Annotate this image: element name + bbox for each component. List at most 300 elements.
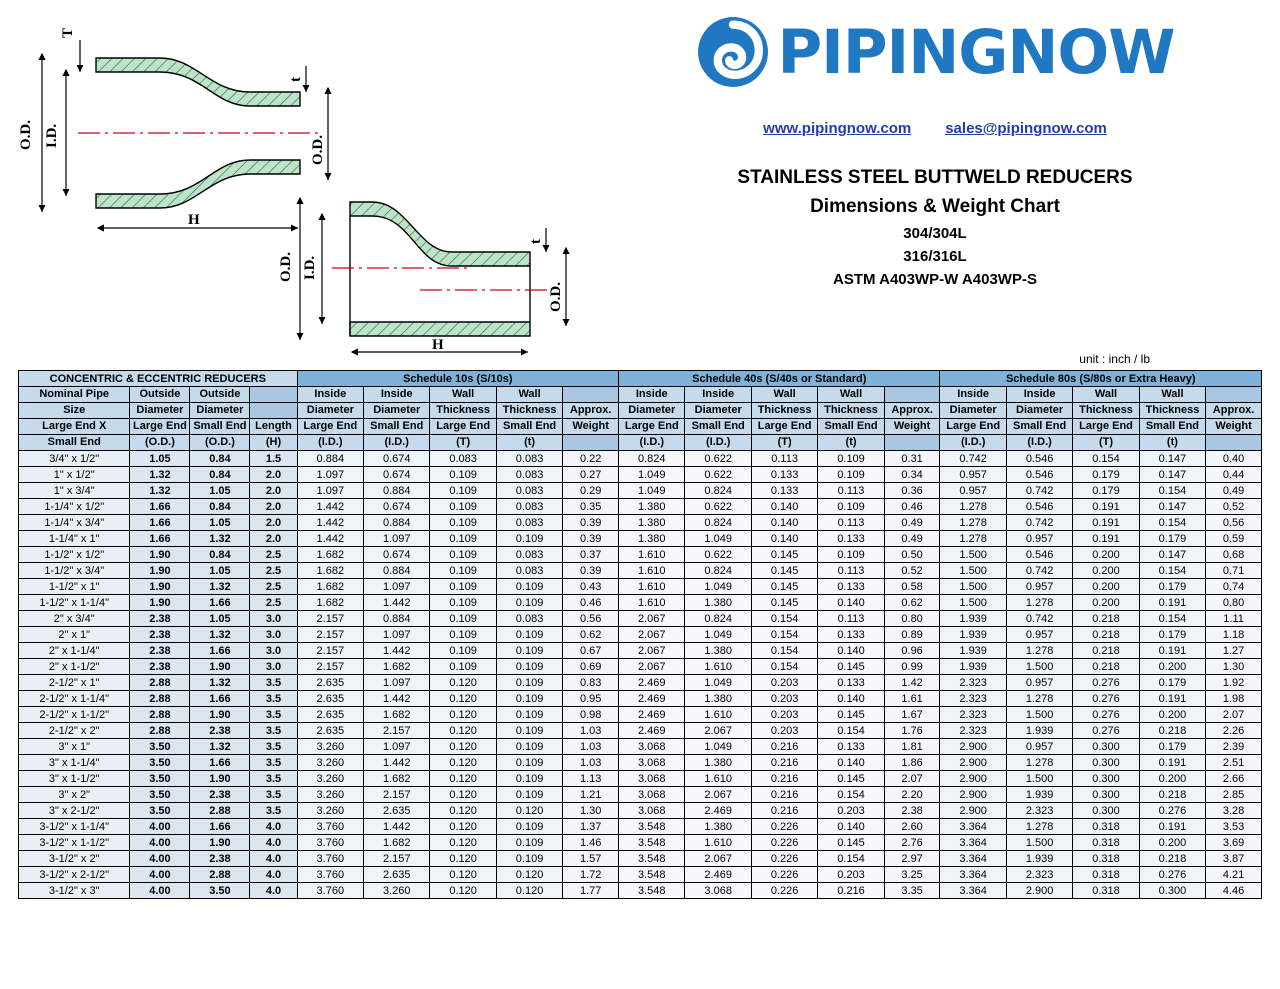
table-cell: 0.674 <box>364 499 430 515</box>
table-cell: 0.203 <box>751 707 817 723</box>
table-cell: 0.546 <box>1006 547 1072 563</box>
label-t: t <box>288 77 304 82</box>
table-cell: 0.154 <box>818 787 884 803</box>
table-cell: 3.5 <box>250 803 297 819</box>
col-header-cell: Large End <box>619 419 685 435</box>
table-cell: 0.957 <box>1006 531 1072 547</box>
table-cell: 0.120 <box>430 707 496 723</box>
table-cell: 2.157 <box>364 851 430 867</box>
table-cell: 0.218 <box>1073 643 1139 659</box>
table-cell: 0.300 <box>1073 771 1139 787</box>
table-cell: 1.610 <box>685 835 751 851</box>
table-cell: 1.05 <box>190 515 250 531</box>
row-size-label: 2-1/2" x 1-1/2" <box>19 707 130 723</box>
diagram-svg <box>0 0 600 370</box>
row-size-label: 2-1/2" x 1" <box>19 675 130 691</box>
doc-title: STAINLESS STEEL BUTTWELD REDUCERS <box>737 167 1133 188</box>
table-cell: 3.548 <box>619 835 685 851</box>
table-row <box>19 739 1262 755</box>
col-header-cell: Small End <box>190 419 250 435</box>
table-cell: 2.635 <box>297 707 363 723</box>
table-cell: 0.145 <box>818 771 884 787</box>
table-cell: 1.442 <box>297 531 363 547</box>
row-size-label: 3-1/2" x 1-1/4" <box>19 819 130 835</box>
table-cell: 0.083 <box>496 467 562 483</box>
table-cell: 3.260 <box>297 755 363 771</box>
col-header-cell <box>563 387 619 403</box>
table-row <box>19 851 1262 867</box>
table-cell: 0.44 <box>1206 467 1262 483</box>
table-cell: 2.067 <box>619 627 685 643</box>
col-header-cell: Weight <box>1206 419 1262 435</box>
doc-subtitle: Dimensions & Weight Chart <box>810 196 1060 218</box>
table-cell: 0.884 <box>364 515 430 531</box>
table-cell: 1.682 <box>364 835 430 851</box>
table-cell: 0.957 <box>1006 739 1072 755</box>
table-cell: 0.154 <box>751 659 817 675</box>
unit-note: unit : inch / lb <box>1079 352 1150 366</box>
table-cell: 0.113 <box>818 483 884 499</box>
table-cell: 0.674 <box>364 451 430 467</box>
table-cell: 1.278 <box>940 515 1006 531</box>
table-row <box>19 835 1262 851</box>
table-cell: 1.500 <box>940 547 1006 563</box>
table-cell: 0.133 <box>818 531 884 547</box>
table-cell: 2.157 <box>297 627 363 643</box>
table-cell: 0.957 <box>1006 627 1072 643</box>
table-cell: 0.120 <box>496 883 562 899</box>
table-cell: 1.682 <box>297 595 363 611</box>
table-cell: 3.068 <box>619 771 685 787</box>
table-cell: 0.34 <box>884 467 940 483</box>
table-cell: 0.98 <box>563 707 619 723</box>
table-cell: 0.200 <box>1139 835 1205 851</box>
pipingnow-logo-icon <box>695 14 771 90</box>
table-cell: 0.622 <box>685 451 751 467</box>
table-cell: 0.957 <box>1006 579 1072 595</box>
col-header-cell: Large End <box>297 419 363 435</box>
table-cell: 1.90 <box>130 547 190 563</box>
table-cell: 2.51 <box>1206 755 1262 771</box>
table-cell: 0.179 <box>1139 675 1205 691</box>
col-header-cell: Length <box>250 419 297 435</box>
table-cell: 0.140 <box>818 643 884 659</box>
table-cell: 0.200 <box>1073 563 1139 579</box>
col-header-cell: Diameter <box>364 403 430 419</box>
table-cell: 2.469 <box>619 691 685 707</box>
col-header-cell: Small End <box>1006 419 1072 435</box>
table-cell: 1.097 <box>364 739 430 755</box>
table-cell: 0.154 <box>751 611 817 627</box>
table-cell: 1.81 <box>884 739 940 755</box>
table-cell: 1.32 <box>190 675 250 691</box>
table-cell: 1.32 <box>130 483 190 499</box>
table-cell: 0.140 <box>818 595 884 611</box>
table-cell: 1.03 <box>563 755 619 771</box>
table-cell: 1.939 <box>1006 723 1072 739</box>
col-header-cell: Large End <box>1073 419 1139 435</box>
table-cell: 0.49 <box>884 531 940 547</box>
table-cell: 1.90 <box>190 771 250 787</box>
table-cell: 0.154 <box>751 627 817 643</box>
table-cell: 0.62 <box>563 627 619 643</box>
table-cell: 0.120 <box>430 771 496 787</box>
table-row <box>19 867 1262 883</box>
label-od-small: O.D. <box>310 135 326 165</box>
table-cell: 0.083 <box>496 547 562 563</box>
table-cell: 0.109 <box>496 675 562 691</box>
table-cell: 2.900 <box>1006 883 1072 899</box>
table-row <box>19 771 1262 787</box>
table-cell: 2.469 <box>685 867 751 883</box>
table-cell: 2.20 <box>884 787 940 803</box>
col-header-row-3 <box>19 419 1262 435</box>
table-cell: 0.226 <box>751 835 817 851</box>
col-header-cell: (O.D.) <box>190 435 250 451</box>
col-header-cell: (T) <box>1073 435 1139 451</box>
table-cell: 0.154 <box>1139 563 1205 579</box>
table-cell: 3.260 <box>297 771 363 787</box>
table-cell: 0.109 <box>818 547 884 563</box>
col-header-cell: Small End <box>1139 419 1205 435</box>
table-cell: 2.635 <box>297 723 363 739</box>
table-cell: 1.90 <box>130 579 190 595</box>
table-cell: 1.610 <box>619 547 685 563</box>
table-cell: 0.49 <box>884 515 940 531</box>
table-cell: 1.32 <box>130 467 190 483</box>
label-od-large-ecc: O.D. <box>278 252 294 282</box>
table-cell: 2.469 <box>619 675 685 691</box>
table-cell: 0.300 <box>1139 883 1205 899</box>
table-cell: 4.0 <box>250 819 297 835</box>
col-header-cell: (I.D.) <box>364 435 430 451</box>
table-cell: 1.05 <box>190 563 250 579</box>
table-cell: 3.548 <box>619 851 685 867</box>
table-cell: 1.097 <box>364 675 430 691</box>
table-cell: 1.11 <box>1206 611 1262 627</box>
col-header-cell: Inside <box>619 387 685 403</box>
table-cell: 2.900 <box>940 755 1006 771</box>
table-cell: 4.00 <box>130 851 190 867</box>
col-header-cell: Approx. <box>884 403 940 419</box>
table-cell: 1.049 <box>685 531 751 547</box>
table-cell: 3.0 <box>250 611 297 627</box>
table-cell: 1.049 <box>685 579 751 595</box>
group-header-sch80s: Schedule 80s (S/80s or Extra Heavy) <box>940 371 1262 387</box>
row-size-label: 1-1/4" x 1/2" <box>19 499 130 515</box>
col-header-cell <box>250 403 297 419</box>
table-cell: 3.0 <box>250 659 297 675</box>
table-cell: 1.380 <box>685 643 751 659</box>
table-cell: 2.157 <box>364 787 430 803</box>
table-cell: 0.133 <box>818 627 884 643</box>
row-size-label: 3-1/2" x 1-1/2" <box>19 835 130 851</box>
group-header-sch40s: Schedule 40s (S/40s or Standard) <box>619 371 940 387</box>
title-block <box>590 163 1280 292</box>
table-cell: 0.226 <box>751 867 817 883</box>
col-header-cell: Large End <box>430 419 496 435</box>
table-cell: 1.682 <box>297 563 363 579</box>
table-cell: 0.145 <box>818 835 884 851</box>
table-cell: 0.84 <box>190 467 250 483</box>
table-cell: 0.216 <box>751 787 817 803</box>
row-size-label: 1" x 3/4" <box>19 483 130 499</box>
table-cell: 0.884 <box>364 611 430 627</box>
table-cell: 0.56 <box>563 611 619 627</box>
row-size-label: 2-1/2" x 2" <box>19 723 130 739</box>
col-header-cell: Small End <box>496 419 562 435</box>
table-cell: 0.083 <box>496 451 562 467</box>
table-cell: 2.469 <box>619 707 685 723</box>
col-header-cell: Approx. <box>563 403 619 419</box>
table-cell: 1.57 <box>563 851 619 867</box>
col-header-cell: Diameter <box>130 403 190 419</box>
table-cell: 0.203 <box>818 867 884 883</box>
label-t-ecc: t <box>528 239 544 244</box>
col-header-cell: Wall <box>496 387 562 403</box>
table-cell: 0.276 <box>1073 691 1139 707</box>
table-cell: 0.69 <box>563 659 619 675</box>
col-header-cell: (I.D.) <box>940 435 1006 451</box>
table-cell: 3.53 <box>1206 819 1262 835</box>
row-size-label: 2" x 3/4" <box>19 611 130 627</box>
table-cell: 0.742 <box>1006 483 1072 499</box>
table-cell: 0.191 <box>1139 595 1205 611</box>
table-cell: 3.50 <box>130 771 190 787</box>
table-row <box>19 595 1262 611</box>
table-cell: 0.200 <box>1139 707 1205 723</box>
col-header-cell: Inside <box>940 387 1006 403</box>
col-header-cell: (t) <box>496 435 562 451</box>
table-cell: 0.120 <box>430 883 496 899</box>
label-H-eccentric: H <box>432 337 444 353</box>
table-cell: 0.22 <box>563 451 619 467</box>
col-header-cell: Thickness <box>430 403 496 419</box>
table-cell: 0.218 <box>1139 723 1205 739</box>
table-cell: 0.83 <box>563 675 619 691</box>
table-cell: 0.218 <box>1073 611 1139 627</box>
table-cell: 2.469 <box>619 723 685 739</box>
table-cell: 1.380 <box>619 515 685 531</box>
table-cell: 1.98 <box>1206 691 1262 707</box>
col-header-cell: Small End <box>685 419 751 435</box>
table-cell: 1.682 <box>364 771 430 787</box>
table-cell: 0.957 <box>940 483 1006 499</box>
table-cell: 0.31 <box>884 451 940 467</box>
table-cell: 0.884 <box>364 563 430 579</box>
table-cell: 0.109 <box>430 547 496 563</box>
table-cell: 1.939 <box>1006 787 1072 803</box>
table-cell: 3.760 <box>297 835 363 851</box>
row-size-label: 1-1/2" x 1" <box>19 579 130 595</box>
table-cell: 4.00 <box>130 835 190 851</box>
table-cell: 2.07 <box>884 771 940 787</box>
table-cell: 0.109 <box>430 579 496 595</box>
table-cell: 3.760 <box>297 883 363 899</box>
table-cell: 2.26 <box>1206 723 1262 739</box>
table-cell: 0.120 <box>430 723 496 739</box>
table-cell: 1.90 <box>190 659 250 675</box>
table-cell: 0.200 <box>1073 579 1139 595</box>
table-cell: 0.216 <box>751 755 817 771</box>
table-cell: 2.067 <box>685 787 751 803</box>
table-cell: 2.0 <box>250 515 297 531</box>
table-cell: 0.133 <box>818 739 884 755</box>
table-cell: 0.216 <box>751 771 817 787</box>
table-cell: 0.083 <box>430 451 496 467</box>
table-cell: 0.140 <box>751 499 817 515</box>
table-cell: 2.323 <box>940 691 1006 707</box>
table-cell: 0.203 <box>818 803 884 819</box>
table-cell: 0.58 <box>884 579 940 595</box>
col-header-cell: Thickness <box>751 403 817 419</box>
table-cell: 0.29 <box>563 483 619 499</box>
table-cell: 0.226 <box>751 851 817 867</box>
table-cell: 1.5 <box>250 451 297 467</box>
col-header-cell <box>563 435 619 451</box>
table-cell: 1.097 <box>297 467 363 483</box>
table-cell: 1.939 <box>940 611 1006 627</box>
table-cell: 0.824 <box>685 611 751 627</box>
table-cell: 2.85 <box>1206 787 1262 803</box>
col-header-cell: Large End X <box>19 419 130 435</box>
table-cell: 0.226 <box>751 819 817 835</box>
table-cell: 0.884 <box>297 451 363 467</box>
table-cell: 4.0 <box>250 867 297 883</box>
table-cell: 0.218 <box>1073 627 1139 643</box>
table-cell: 0.154 <box>1139 515 1205 531</box>
table-cell: 0.109 <box>818 451 884 467</box>
table-cell: 2.88 <box>130 691 190 707</box>
table-cell: 2.38 <box>190 787 250 803</box>
table-row <box>19 611 1262 627</box>
table-cell: 1.30 <box>563 803 619 819</box>
table-cell: 1.03 <box>563 739 619 755</box>
table-row <box>19 467 1262 483</box>
table-cell: 0.200 <box>1073 595 1139 611</box>
table-cell: 1.939 <box>940 659 1006 675</box>
table-cell: 0.083 <box>496 499 562 515</box>
table-cell: 3.0 <box>250 643 297 659</box>
table-cell: 1.30 <box>1206 659 1262 675</box>
table-cell: 2.067 <box>619 643 685 659</box>
website-link[interactable]: www.pipingnow.com <box>763 120 912 137</box>
table-cell: 0.145 <box>751 595 817 611</box>
table-cell: 1.500 <box>940 595 1006 611</box>
reducer-diagrams <box>0 0 600 370</box>
table-cell: 0.39 <box>563 531 619 547</box>
table-cell: 1.32 <box>190 579 250 595</box>
col-header-cell <box>1206 435 1262 451</box>
row-size-label: 1-1/4" x 1" <box>19 531 130 547</box>
table-cell: 0.133 <box>751 483 817 499</box>
table-cell: 3.50 <box>130 755 190 771</box>
table-cell: 1.66 <box>190 691 250 707</box>
logo-wordmark: PIPINGNOW <box>777 16 1175 88</box>
table-cell: 0.218 <box>1139 787 1205 803</box>
table-cell: 0.200 <box>1073 547 1139 563</box>
group-header-row <box>19 371 1262 387</box>
table-cell: 2.323 <box>940 675 1006 691</box>
table-row <box>19 531 1262 547</box>
table-cell: 3.548 <box>619 819 685 835</box>
table-cell: 0.113 <box>818 515 884 531</box>
table-cell: 2.157 <box>297 643 363 659</box>
table-cell: 2.88 <box>190 867 250 883</box>
col-header-cell: Inside <box>297 387 363 403</box>
table-cell: 0.120 <box>430 867 496 883</box>
table-cell: 1.097 <box>297 483 363 499</box>
table-cell: 0.179 <box>1139 739 1205 755</box>
table-cell: 1.049 <box>619 467 685 483</box>
email-link[interactable]: sales@pipingnow.com <box>945 120 1107 137</box>
row-size-label: 3" x 2-1/2" <box>19 803 130 819</box>
row-size-label: 3" x 2" <box>19 787 130 803</box>
col-header-cell: (I.D.) <box>1006 435 1072 451</box>
table-cell: 1.03 <box>563 723 619 739</box>
table-cell: 0.109 <box>818 499 884 515</box>
table-cell: 3.5 <box>250 707 297 723</box>
table-cell: 0.140 <box>818 819 884 835</box>
table-cell: 1.049 <box>619 483 685 499</box>
table-cell: 0.083 <box>496 483 562 499</box>
table-cell: 1.442 <box>297 515 363 531</box>
table-cell: 2.900 <box>940 803 1006 819</box>
table-cell: 0.120 <box>430 819 496 835</box>
table-cell: 0.120 <box>430 739 496 755</box>
table-cell: 2.157 <box>297 611 363 627</box>
table-cell: 2.88 <box>130 707 190 723</box>
table-cell: 3.548 <box>619 867 685 883</box>
table-cell: 0.109 <box>430 595 496 611</box>
table-cell: 0.546 <box>1006 467 1072 483</box>
table-cell: 1.05 <box>190 483 250 499</box>
table-cell: 1.66 <box>190 595 250 611</box>
table-row <box>19 451 1262 467</box>
col-header-cell: Wall <box>1073 387 1139 403</box>
table-cell: 1.049 <box>685 739 751 755</box>
col-header-cell: Inside <box>364 387 430 403</box>
table-cell: 3.5 <box>250 723 297 739</box>
table-cell: 0.276 <box>1073 675 1139 691</box>
table-cell: 3.50 <box>190 883 250 899</box>
table-cell: 1.610 <box>685 707 751 723</box>
table-cell: 2.5 <box>250 563 297 579</box>
table-cell: 1.610 <box>685 771 751 787</box>
table-cell: 1.32 <box>190 739 250 755</box>
table-cell: 0.120 <box>430 851 496 867</box>
table-cell: 2.900 <box>940 771 1006 787</box>
table-cell: 0.546 <box>1006 451 1072 467</box>
col-header-cell: Wall <box>751 387 817 403</box>
table-cell: 0.113 <box>818 563 884 579</box>
table-cell: 0.113 <box>818 611 884 627</box>
table-cell: 1.32 <box>190 627 250 643</box>
col-header-cell: Large End <box>130 419 190 435</box>
table-cell: 0.083 <box>496 515 562 531</box>
table-cell: 0.276 <box>1139 867 1205 883</box>
table-cell: 2.635 <box>364 803 430 819</box>
table-cell: 0.200 <box>1139 771 1205 787</box>
table-cell: 1.05 <box>190 611 250 627</box>
row-size-label: 3-1/2" x 2" <box>19 851 130 867</box>
table-cell: 2.323 <box>940 707 1006 723</box>
table-cell: 1.500 <box>1006 835 1072 851</box>
table-cell: 0.179 <box>1073 483 1139 499</box>
concentric-reducer-figure <box>18 28 328 228</box>
col-header-cell: Small End <box>19 435 130 451</box>
table-cell: 1.72 <box>563 867 619 883</box>
